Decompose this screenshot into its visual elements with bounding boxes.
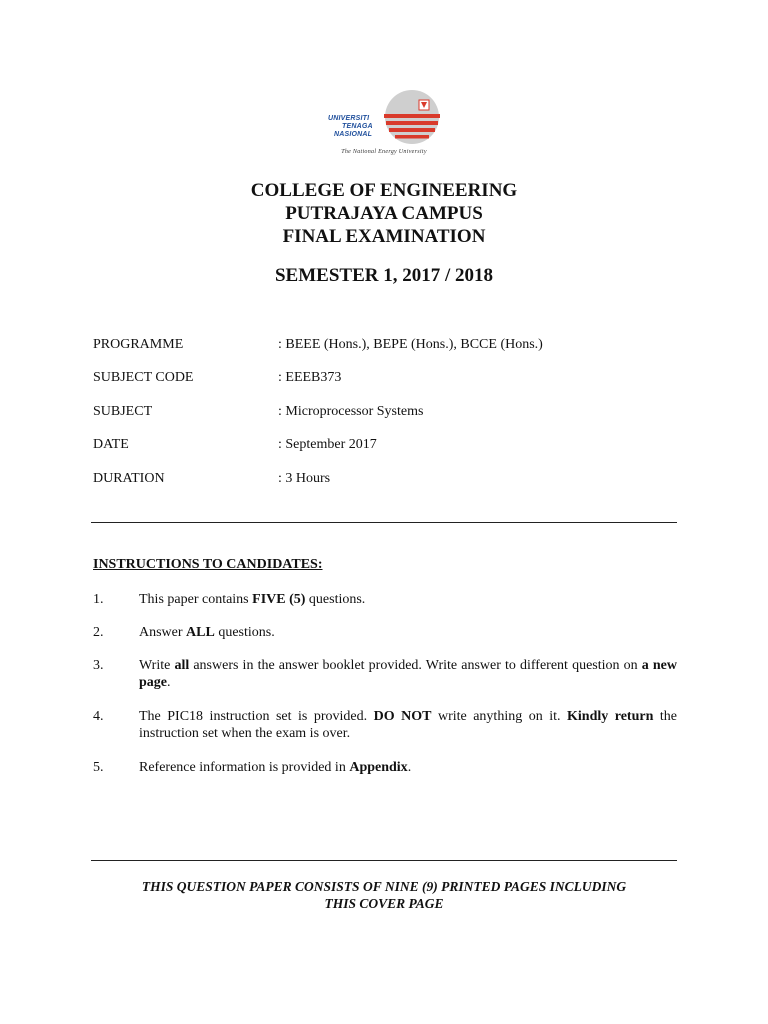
instruction-text-run: Write	[139, 658, 175, 673]
info-label: SUBJECT	[93, 404, 153, 419]
logo-word: TENAGA	[342, 123, 373, 130]
college-heading: COLLEGE OF ENGINEERING	[250, 180, 518, 201]
info-label: PROGRAMME	[93, 337, 184, 352]
instruction-text-run: the instruction set when the exam is over.	[139, 709, 677, 741]
instruction-text	[139, 591, 677, 608]
emphasis-text: Kindly return	[567, 709, 654, 724]
instruction-text-run: The PIC18 instruction set is provided.	[139, 709, 374, 724]
exam-heading: FINAL EXAMINATION	[282, 226, 486, 247]
page-count-notice	[91, 878, 677, 912]
instruction-text-run: This paper contains	[139, 592, 253, 607]
logo-tagline: The National Energy University	[341, 149, 427, 155]
instruction-number: 2.	[93, 625, 104, 640]
info-row-subject-code	[93, 369, 693, 387]
instruction-text-run: .	[167, 675, 171, 690]
instruction-text	[139, 708, 677, 742]
university-logo	[326, 88, 442, 160]
logo-word: UNIVERSITI	[328, 115, 370, 122]
notice-line: THIS QUESTION PAPER CONSISTS OF NINE (9) PRINTED PAGES INCLUDING	[141, 879, 627, 894]
info-row-date	[93, 436, 693, 454]
instruction-number: 1.	[93, 592, 104, 607]
info-value: : EEEB373	[278, 370, 342, 385]
divider	[91, 860, 677, 861]
logo-word: NASIONAL	[334, 131, 373, 138]
instruction-text-run: write anything on it.	[431, 709, 568, 724]
instruction-text	[139, 657, 677, 691]
emphasis-text: DO NOT	[373, 709, 432, 724]
info-row-programme	[93, 336, 693, 354]
instruction-number: 3.	[93, 658, 104, 673]
semester-heading: SEMESTER 1, 2017 / 2018	[274, 265, 493, 286]
instruction-text-run: answers in the answer booklet provided. Write answer to different question on	[189, 658, 642, 673]
campus-heading: PUTRAJAYA CAMPUS	[285, 203, 483, 224]
info-row-subject	[93, 403, 693, 421]
notice-line: THIS COVER PAGE	[324, 896, 444, 911]
instruction-text-run: Answer	[139, 625, 187, 640]
instruction-item	[93, 591, 677, 608]
instructions-title: INSTRUCTIONS TO CANDIDATES:	[93, 557, 323, 572]
info-label: SUBJECT CODE	[93, 370, 194, 385]
instruction-item	[93, 708, 677, 742]
emphasis-text: a new page	[139, 658, 677, 690]
instruction-text-run: questions.	[214, 625, 275, 640]
info-label: DATE	[93, 437, 129, 452]
emphasis-text: all	[174, 658, 190, 673]
instruction-text-run: questions.	[305, 592, 366, 607]
info-value: : September 2017	[278, 437, 377, 452]
emphasis-text: ALL	[186, 625, 215, 640]
instruction-number: 4.	[93, 709, 104, 724]
emphasis-text: Appendix	[349, 760, 408, 775]
instruction-item	[93, 657, 677, 691]
info-value: : Microprocessor Systems	[278, 404, 424, 419]
divider	[91, 522, 677, 523]
instruction-text	[139, 624, 677, 641]
info-value: : 3 Hours	[278, 471, 331, 486]
instruction-text-run: .	[407, 760, 412, 775]
info-value: : BEEE (Hons.), BEPE (Hons.), BCCE (Hons.)	[278, 337, 543, 352]
info-label: DURATION	[93, 471, 165, 486]
info-row-duration	[93, 470, 693, 488]
instruction-item	[93, 759, 677, 776]
instruction-text	[139, 759, 677, 776]
instruction-number: 5.	[93, 760, 104, 775]
instruction-item	[93, 624, 677, 641]
instruction-text-run: Reference information is provided in	[139, 760, 350, 775]
emphasis-text: FIVE (5)	[252, 592, 306, 607]
